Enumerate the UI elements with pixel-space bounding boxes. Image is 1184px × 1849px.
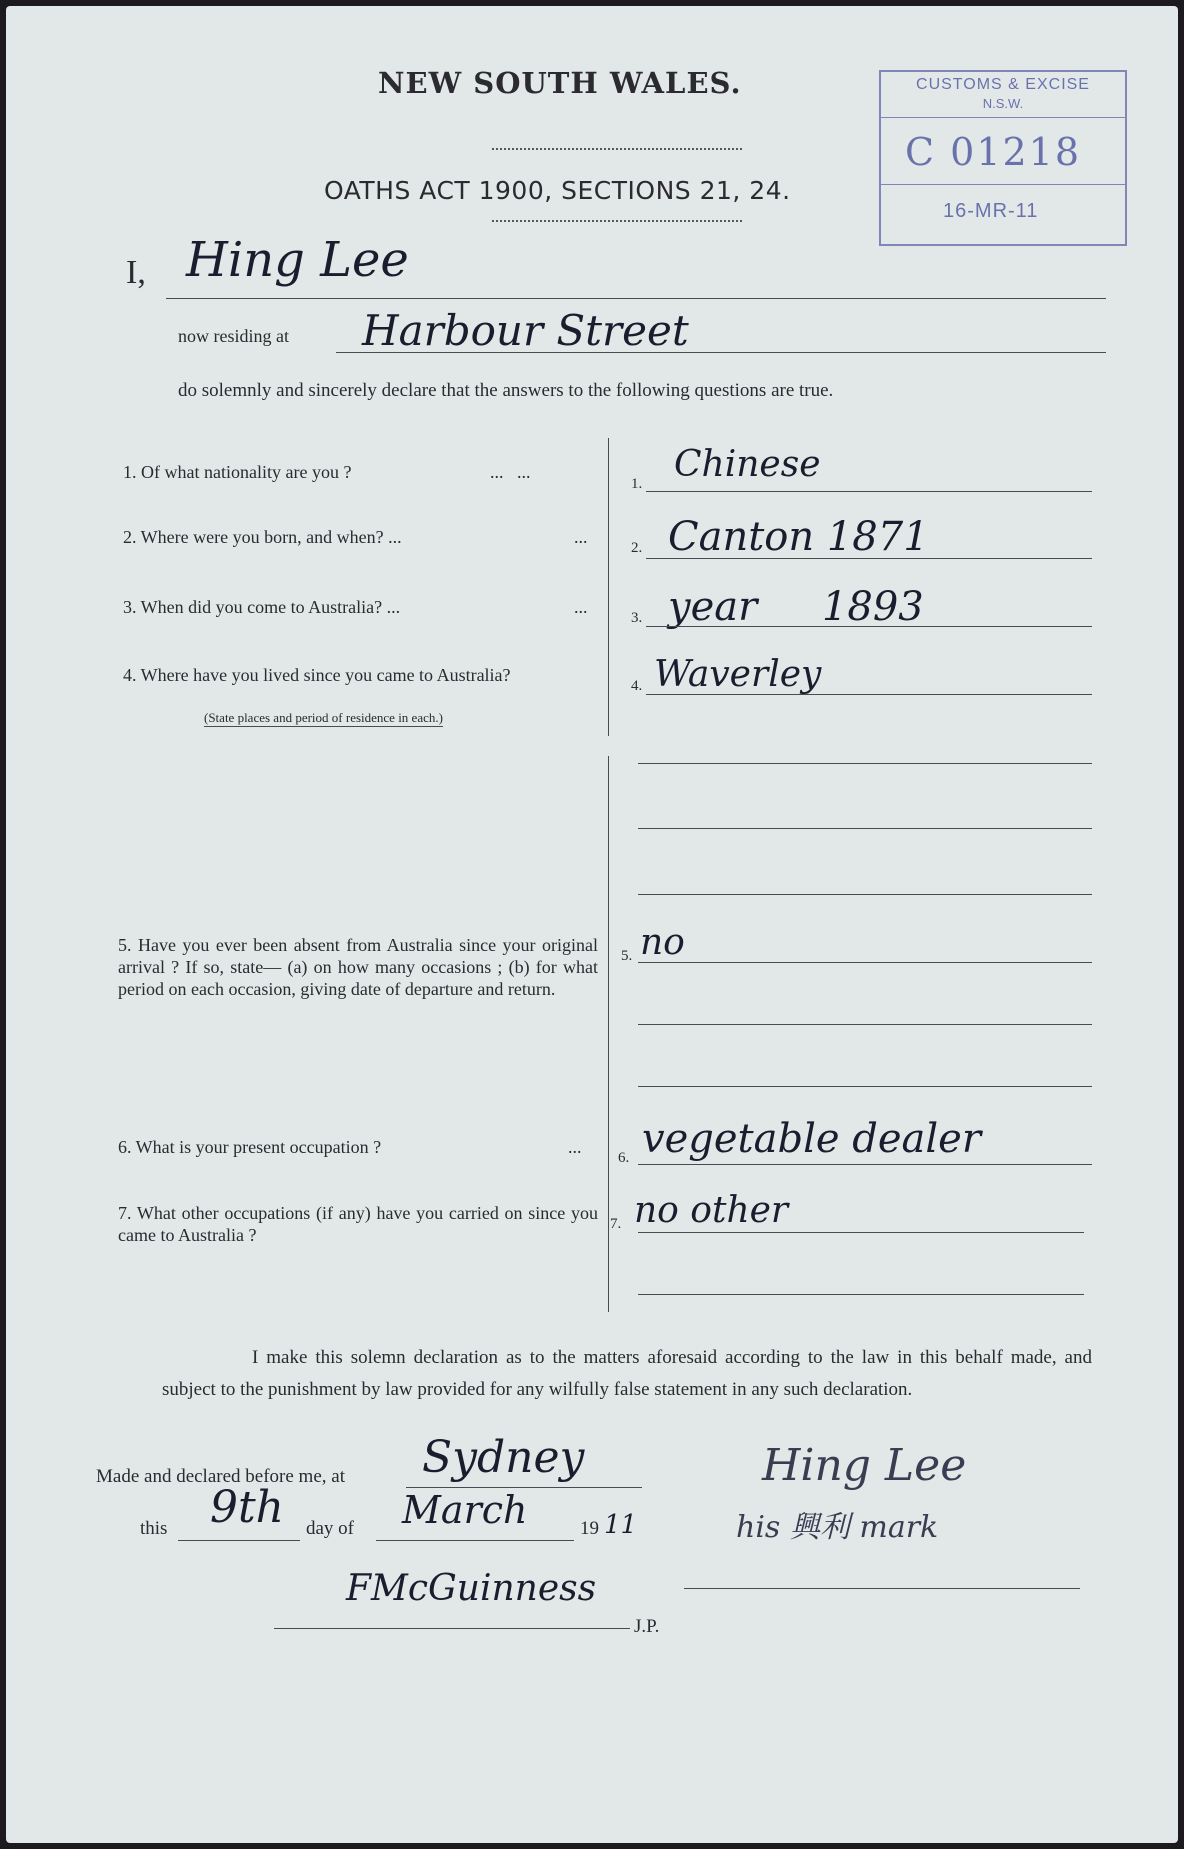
answer-4-number: 4.	[631, 678, 643, 694]
question-1: 1. Of what nationality are you ?	[123, 462, 352, 482]
document-subtitle: OATHS ACT 1900, SECTIONS 21, 24.	[324, 176, 791, 205]
year-suffix: 11	[604, 1510, 638, 1540]
jp-signature: FMcGuinness	[346, 1568, 597, 1609]
made-declared-label: Made and declared before me, at	[96, 1466, 345, 1487]
answer-5-line-2	[638, 1024, 1092, 1025]
question-4-note: (State places and period of residence in each.)	[204, 710, 443, 725]
answer-6: vegetable dealer	[642, 1116, 981, 1162]
answer-7-number: 7.	[610, 1216, 622, 1232]
stamp-line2: N.S.W.	[982, 96, 1024, 111]
answer-1-number: 1.	[631, 476, 643, 492]
answer-2: Canton 1871	[668, 514, 929, 560]
answer-3-number: 3.	[631, 610, 643, 626]
answer-5: no	[640, 922, 685, 963]
answer-2-line	[646, 558, 1092, 559]
question-6: 6. What is your present occupation ?	[118, 1137, 382, 1157]
answer-4-line-3	[638, 828, 1092, 829]
answer-4-line	[646, 694, 1092, 695]
day-line	[178, 1540, 300, 1541]
question-5: 5. Have you ever been absent from Australia since your original arrival ? If so, state— (a) on how many occasions ; (b) for what period on each occasion, giving date of departure and return.	[118, 935, 598, 999]
question-2: 2. Where were you born, and when? ...	[123, 527, 402, 547]
answer-7: no other	[634, 1190, 789, 1231]
declaration-month: March	[402, 1488, 528, 1532]
answer-5-line	[638, 962, 1092, 963]
solemn-declaration: I make this solemn declaration as to the matters aforesaid according to the law in this behalf made, and subject to the punishment by law provided for any wilfully false statement in any such declaration.	[162, 1347, 1092, 1400]
residence-address: Harbour Street	[362, 306, 689, 355]
customs-stamp	[879, 70, 1127, 246]
subtitle-divider	[492, 220, 742, 222]
answer-1-line	[646, 491, 1092, 492]
declarant-prefix: I,	[126, 254, 146, 291]
declarant-mark: his 興利 mark	[736, 1510, 939, 1545]
jp-label: J.P.	[634, 1616, 660, 1637]
answer-4: Waverley	[654, 654, 822, 695]
answer-6-line	[638, 1164, 1092, 1165]
declarant-name: Hing Lee	[186, 232, 409, 288]
address-line	[336, 352, 1106, 353]
answer-1: Chinese	[674, 444, 821, 485]
year-prefix: 19	[580, 1518, 599, 1539]
declaration-place: Sydney	[422, 1432, 585, 1483]
question-6-dots: ...	[568, 1137, 582, 1157]
answer-5-line-3	[638, 1086, 1092, 1087]
column-divider-lower	[608, 756, 609, 1312]
declaration-text: do solemnly and sincerely declare that the answers to the following questions are true.	[178, 380, 834, 401]
question-3: 3. When did you come to Australia? ...	[123, 597, 401, 617]
answer-2-number: 2.	[631, 540, 643, 556]
answer-6-number: 6.	[618, 1150, 630, 1166]
name-line	[166, 298, 1106, 299]
question-4: 4. Where have you lived since you came to Australia?	[123, 665, 511, 685]
column-divider-upper	[608, 438, 609, 736]
title-divider	[492, 148, 742, 150]
jp-signature-line	[274, 1628, 630, 1629]
this-label: this	[140, 1518, 168, 1539]
day-of-label: day of	[306, 1518, 355, 1539]
answer-7-line	[638, 1232, 1084, 1233]
stamp-line1: CUSTOMS & EXCISE	[916, 76, 1090, 93]
answer-5-number: 5.	[621, 948, 633, 964]
document-sheet	[6, 6, 1178, 1843]
answer-3-line	[646, 626, 1092, 627]
answer-4-line-4	[638, 894, 1092, 895]
answer-3: year 1893	[668, 584, 924, 630]
answer-4-line-2	[638, 763, 1092, 764]
document-title: NEW SOUTH WALES.	[378, 66, 742, 100]
month-line	[376, 1540, 574, 1541]
declarant-signature-line	[684, 1588, 1080, 1589]
question-3-dots: ...	[574, 597, 588, 617]
declarant-signature: Hing Lee	[762, 1440, 967, 1491]
question-2-dots: ...	[574, 527, 588, 547]
stamp-date: 16-MR-11	[943, 200, 1039, 222]
residing-label: now residing at	[178, 326, 289, 346]
answer-7-line-2	[638, 1294, 1084, 1295]
question-1-dots: ... ...	[490, 462, 531, 482]
stamp-number: C 01218	[905, 130, 1082, 174]
question-7: 7. What other occupations (if any) have you carried on since you came to Australia ?	[118, 1203, 598, 1245]
declaration-day: 9th	[210, 1482, 285, 1533]
